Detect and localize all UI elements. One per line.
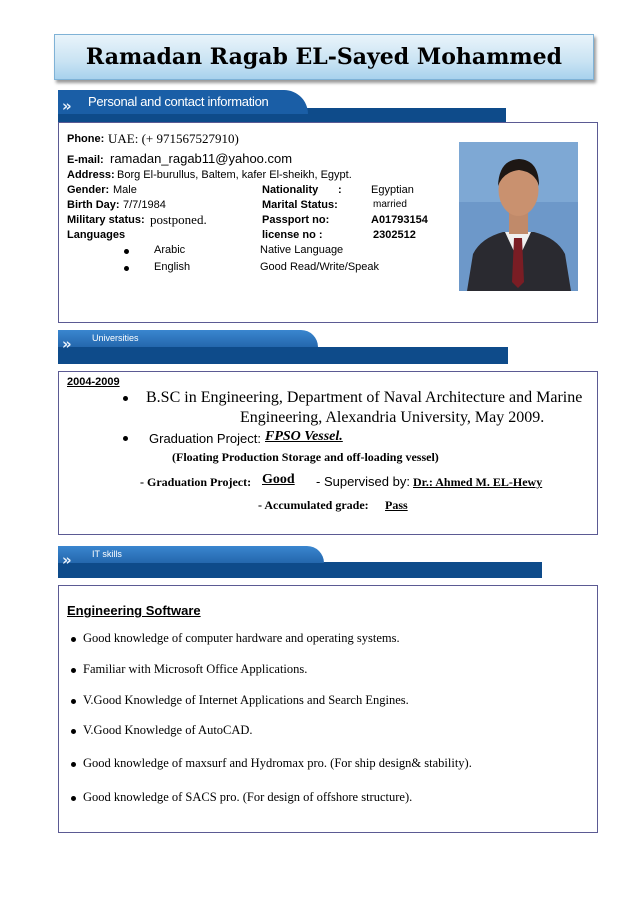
supervised-value: Dr.: Ahmed M. EL-Hewy <box>413 475 543 489</box>
email-value: ramadan_ragab11@yahoo.com <box>110 151 293 166</box>
bullet-icon <box>123 396 128 401</box>
skill-item: V.Good Knowledge of AutoCAD. <box>83 723 253 737</box>
marital-value: married <box>373 199 407 210</box>
bullet-icon <box>71 762 76 767</box>
section-title-it: IT skills <box>92 549 122 559</box>
gender-label: Gender: <box>67 184 110 196</box>
license-label: license no : <box>262 229 323 241</box>
profile-photo <box>459 142 578 291</box>
double-chevron-icon: » <box>62 97 67 115</box>
phone-value: UAE: (+ 971567527910) <box>108 131 239 146</box>
phone-label: Phone: <box>67 133 105 145</box>
double-chevron-icon: » <box>62 551 67 569</box>
language-level: Native Language <box>260 244 344 256</box>
birth-label: Birth Day: <box>67 199 120 211</box>
military-label: Military status: <box>67 214 145 226</box>
resume-name: Ramadan Ragab EL-Sayed Mohammed <box>54 34 594 80</box>
address-label: Address: <box>67 169 115 181</box>
license-value: 2302512 <box>373 229 416 241</box>
marital-label: Marital Status: <box>262 199 338 211</box>
bullet-icon <box>71 699 76 704</box>
bullet-icon <box>71 729 76 734</box>
bullet-icon <box>124 266 129 271</box>
section-banner-personal <box>58 90 506 122</box>
military-value: postponed. <box>150 212 207 227</box>
accum-value: Pass <box>385 498 408 512</box>
person-portrait-icon <box>459 142 578 291</box>
section-banner-it <box>58 546 542 578</box>
skill-item: Good knowledge of maxsurf and Hydromax pro. (For ship design& stability). <box>83 756 472 770</box>
passport-label: Passport no: <box>262 214 330 226</box>
address-value: Borg El-burullus, Baltem, kafer El-sheikh, Egypt. <box>117 169 352 181</box>
nationality-label: Nationality <box>262 184 319 196</box>
supervised-label: - Supervised by: <box>316 474 410 489</box>
grad-label: - Graduation Project: <box>140 475 252 489</box>
email-label: E-mail: <box>67 154 104 166</box>
double-chevron-icon: » <box>62 335 67 353</box>
skill-item: Good knowledge of computer hardware and operating systems. <box>83 631 400 645</box>
project-value: FPSO Vessel. <box>265 429 343 444</box>
bullet-icon <box>71 668 76 673</box>
gender-value: Male <box>113 184 137 196</box>
bullet-icon <box>124 249 129 254</box>
languages-label: Languages <box>67 229 126 241</box>
skill-item: V.Good Knowledge of Internet Applications and Search Engines. <box>83 693 409 707</box>
skill-item: Good knowledge of SACS pro. (For design of offshore structure). <box>83 790 413 804</box>
language-name: Arabic <box>154 244 186 256</box>
language-name: English <box>154 261 191 273</box>
accum-label: - Accumulated grade: <box>258 498 369 512</box>
project-label: Graduation Project: <box>149 431 262 446</box>
bullet-icon <box>123 436 128 441</box>
nationality-value: Egyptian <box>371 184 414 196</box>
section-title-personal: Personal and contact information <box>88 94 269 109</box>
project-full-name: (Floating Production Storage and off-loading vessel) <box>172 450 439 464</box>
birth-value: 7/7/1984 <box>123 199 166 211</box>
education-years: 2004-2009 <box>67 376 120 388</box>
section-title-universities: Universities <box>92 333 139 343</box>
degree-line-2: Engineering, Alexandria University, May 2009. <box>240 409 545 426</box>
section-banner-universities <box>58 330 508 364</box>
degree-line-1: B.SC in Engineering, Department of Naval Architecture and Marine <box>146 389 583 406</box>
nationality-colon: : <box>338 184 342 196</box>
grad-value: Good <box>262 472 295 487</box>
bullet-icon <box>71 796 76 801</box>
passport-value: A01793154 <box>371 214 428 226</box>
language-level: Good Read/Write/Speak <box>260 261 380 273</box>
bullet-icon <box>71 637 76 642</box>
skills-heading: Engineering Software <box>67 603 201 618</box>
skill-item: Familiar with Microsoft Office Applications. <box>83 662 308 676</box>
